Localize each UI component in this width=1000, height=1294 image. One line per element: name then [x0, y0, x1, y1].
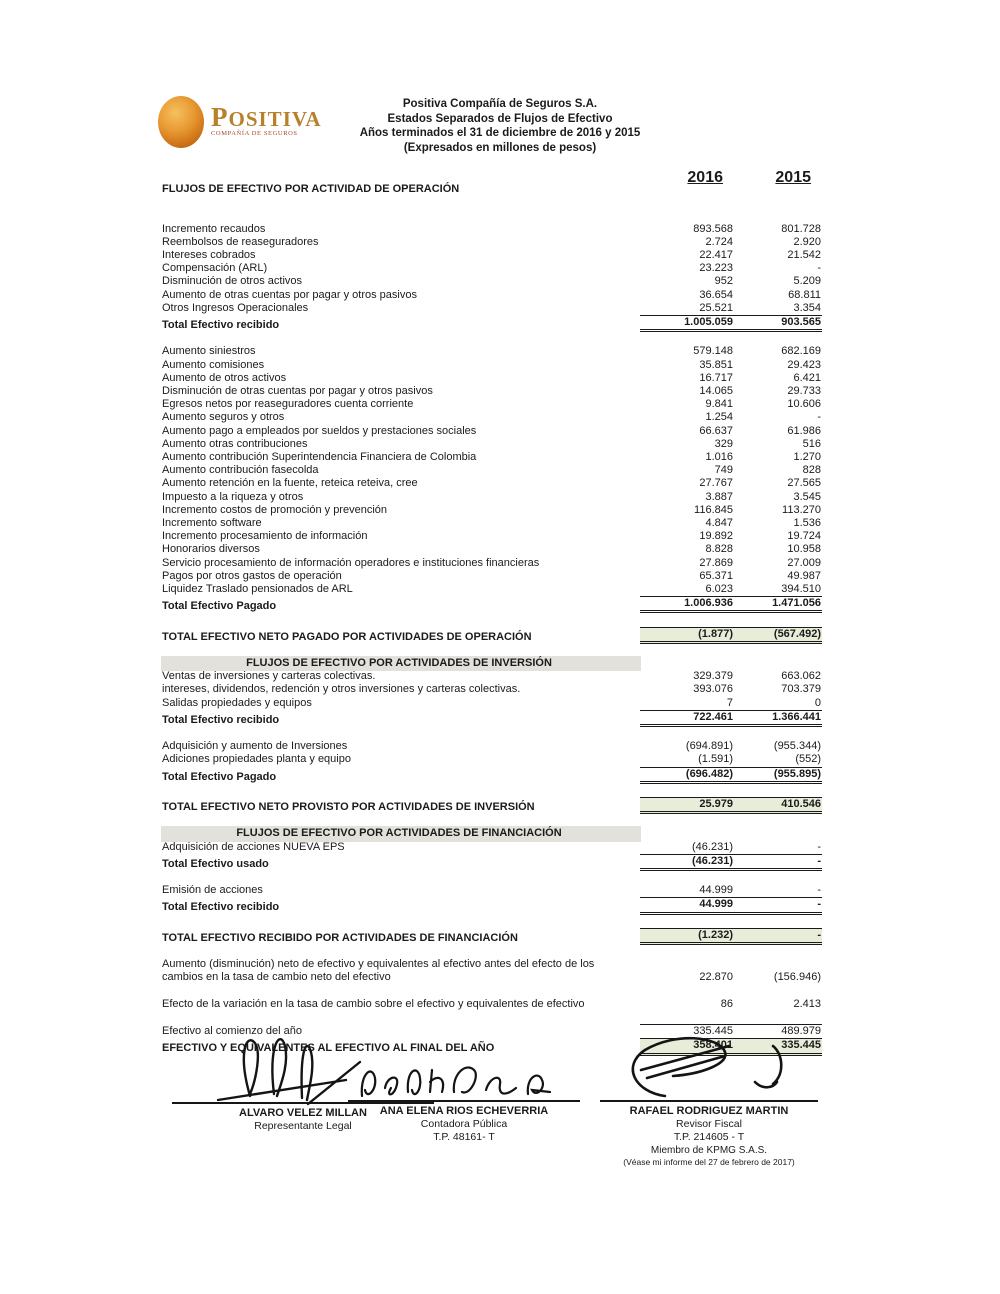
section-header-row — [162, 827, 822, 840]
value-2015: 10.958 — [787, 543, 821, 556]
value-2015: 394.510 — [781, 583, 821, 596]
value-2016: 35.851 — [699, 358, 733, 371]
table-row — [162, 223, 822, 236]
row-label: Adquisición de acciones NUEVA EPS — [162, 840, 345, 853]
value-2015: - — [735, 928, 822, 945]
value-2015: 2.920 — [793, 235, 821, 248]
section-header-row — [162, 183, 822, 196]
row-spacer — [162, 871, 822, 884]
row-spacer — [162, 945, 822, 958]
value-2016: 22.870 — [699, 971, 733, 984]
value-2015: 682.169 — [781, 345, 821, 358]
value-2015: - — [817, 262, 821, 275]
value-2016: 1.006.936 — [640, 596, 735, 613]
value-2015: (567.492) — [735, 627, 822, 644]
value-2015: 410.546 — [735, 797, 822, 814]
row-spacer — [162, 196, 822, 209]
value-2016: 22.417 — [699, 248, 733, 261]
table-row — [162, 425, 822, 438]
value-2016: (1.877) — [640, 627, 735, 644]
value-2016: 335.445 — [640, 1024, 735, 1038]
row-label: Aumento de otros activos — [162, 371, 287, 384]
row-label: Servicio procesamiento de información operadores e instituciones financieras — [162, 556, 540, 569]
row-label: Aumento otras contribuciones — [162, 437, 308, 450]
value-2015: 21.542 — [787, 248, 821, 261]
value-2016: 579.148 — [693, 345, 733, 358]
row-spacer — [162, 915, 822, 928]
row-label: Total Efectivo Pagado — [162, 600, 277, 613]
value-2016: 8.828 — [705, 543, 733, 556]
row-label: TOTAL EFECTIVO NETO PAGADO POR ACTIVIDADES DE OPERACIÓN — [162, 630, 532, 643]
value-2016: 116.845 — [694, 503, 733, 516]
row-label: Liquidez Traslado pensionados de ARL — [162, 583, 353, 596]
row-label: Salidas propiedades y equipos — [162, 696, 312, 709]
value-2016: 14.065 — [699, 385, 733, 397]
value-2015: 1.471.056 — [735, 596, 822, 613]
signer-name: ANA ELENA RIOS ECHEVERRIA — [379, 1105, 549, 1117]
table-row — [162, 958, 822, 984]
signer-firm: Miembro de KPMG S.A.S. — [650, 1145, 768, 1156]
value-2016: 1.254 — [705, 411, 733, 424]
value-2015: 10.606 — [787, 398, 821, 411]
row-label: Incremento software — [162, 517, 262, 530]
value-2016: 329.379 — [693, 670, 733, 683]
value-2016: 393.076 — [693, 683, 733, 696]
row-label: Aumento contribución fasecolda — [162, 464, 319, 477]
row-label: Aumento de otras cuentas por pagar y otros pasivos — [162, 288, 417, 301]
row-label: Aumento comisiones — [162, 358, 265, 371]
value-2015: 49.987 — [787, 569, 821, 582]
value-2016: 16.717 — [699, 371, 733, 384]
table-row — [162, 464, 822, 477]
statement-units: (Expresados en millones de pesos) — [403, 141, 597, 154]
table-row — [162, 398, 822, 411]
value-2016: 25.521 — [699, 301, 733, 314]
value-2015: (552) — [795, 753, 821, 766]
row-label: Aumento retención en la fuente, reteica reteiva, cree — [162, 477, 418, 490]
value-2015: 5.209 — [793, 275, 821, 288]
row-label: Aumento contribución Superintendencia Financiera de Colombia — [162, 451, 477, 464]
value-2015: 3.354 — [793, 301, 821, 314]
row-label: Egresos netos por reaseguradores cuenta corriente — [162, 398, 414, 411]
value-2016: 19.892 — [699, 530, 733, 543]
section-header-row — [162, 657, 822, 670]
table-row — [162, 530, 822, 543]
table-row — [162, 557, 822, 570]
row-label: Adiciones propiedades planta y equipo — [162, 753, 351, 766]
signature-block-accountant — [348, 1056, 580, 1143]
row-spacer — [162, 613, 822, 626]
table-row — [162, 477, 822, 490]
value-2015: 516 — [802, 437, 821, 450]
signer-role: Contadora Pública — [420, 1118, 508, 1130]
row-label: Total Efectivo usado — [162, 857, 269, 870]
value-2016: 27.869 — [699, 556, 733, 569]
signer-name: ALVARO VELEZ MILLAN — [239, 1107, 367, 1119]
table-row — [162, 767, 822, 784]
statement-body — [162, 183, 822, 1056]
table-row — [162, 998, 822, 1011]
table-row — [162, 928, 822, 945]
table-row — [162, 315, 822, 332]
row-label: Total Efectivo recibido — [162, 713, 280, 726]
table-row — [162, 385, 822, 398]
value-2016: 4.847 — [705, 517, 733, 530]
table-row — [162, 670, 822, 683]
value-2015: (955.344) — [773, 740, 821, 753]
company-logo — [158, 96, 322, 148]
table-row — [162, 438, 822, 451]
row-label: Efectivo al comienzo del año — [162, 1025, 303, 1038]
row-label: FLUJOS DE EFECTIVO POR ACTIVIDADES DE FINANCIACIÓN — [162, 827, 640, 840]
row-label: Aumento seguros y otros — [162, 411, 285, 424]
value-2015: 29.423 — [787, 358, 821, 371]
table-row — [162, 583, 822, 596]
row-label: Incremento recaudos — [162, 222, 266, 235]
value-2016: 44.999 — [640, 897, 735, 914]
value-2016: 27.767 — [699, 477, 733, 490]
value-2015: 903.565 — [735, 315, 822, 332]
value-2016: 66.637 — [699, 424, 733, 437]
table-row — [162, 683, 822, 696]
year-2015-label: 2015 — [775, 169, 811, 186]
value-2016: 952 — [714, 275, 733, 288]
table-row — [162, 710, 822, 727]
value-2016: (46.231) — [640, 854, 735, 871]
value-2015: 0 — [814, 696, 821, 709]
row-spacer — [162, 985, 822, 998]
value-2015: - — [817, 411, 821, 424]
table-row — [162, 797, 822, 814]
row-label: Total Efectivo recibido — [162, 319, 280, 331]
row-label: Honorarios diversos — [162, 543, 260, 556]
row-label: intereses, dividendos, redención y otros inversiones y carteras colectivas. — [162, 683, 521, 696]
table-row — [162, 345, 822, 358]
signer-license: T.P. 214605 - T — [673, 1131, 745, 1143]
table-row — [162, 359, 822, 372]
value-2016: (46.231) — [692, 840, 733, 853]
table-row — [162, 372, 822, 385]
row-label: EFECTIVO Y EQUIVALENTES AL EFECTIVO AL FINAL DEL AÑO — [162, 1042, 495, 1055]
row-spacer — [162, 332, 822, 345]
table-row — [162, 411, 822, 424]
value-2016: 2.724 — [705, 235, 733, 248]
row-label: Emisión de acciones — [162, 884, 263, 897]
value-2016: 1.005.059 — [640, 315, 735, 332]
value-2015: 1.366.441 — [735, 710, 822, 727]
signer-license: T.P. 48161- T — [433, 1131, 495, 1143]
table-row — [162, 262, 822, 275]
value-2016: 722.461 — [640, 710, 735, 727]
statement-period: Años terminados el 31 de diciembre de 2016 y 2015 — [359, 127, 641, 140]
value-2016: (1.232) — [640, 928, 735, 945]
row-spacer — [162, 209, 822, 222]
signer-name: RAFAEL RODRIGUEZ MARTIN — [629, 1105, 789, 1117]
table-row — [162, 543, 822, 556]
value-2016: 358.401 — [640, 1038, 735, 1055]
row-label: Adquisición y aumento de Inversiones — [162, 740, 348, 753]
value-2015: 61.986 — [787, 424, 821, 437]
row-label: Aumento pago a empleados por sueldos y prestaciones sociales — [162, 424, 477, 437]
row-label: Aumento (disminución) neto de efectivo y equivalentes al efectivo antes del efecto de los cambios en la tasa de cambio neto del efectivo — [162, 958, 595, 984]
value-2015: 2.413 — [793, 997, 821, 1010]
value-2016: 893.568 — [693, 222, 733, 235]
table-row — [162, 504, 822, 517]
row-spacer — [162, 644, 822, 657]
signer-role: Revisor Fiscal — [676, 1118, 742, 1130]
table-row — [162, 451, 822, 464]
value-2016: (1.591) — [698, 753, 733, 766]
table-row — [162, 302, 822, 315]
value-2016: 329 — [714, 437, 733, 450]
row-label: Impuesto a la riqueza y otros — [162, 490, 304, 503]
handwritten-signature-icon — [607, 1030, 812, 1104]
value-2015: 3.545 — [793, 490, 821, 503]
value-2016: 7 — [726, 696, 733, 709]
value-2016: 36.654 — [699, 288, 733, 301]
value-2015: - — [735, 854, 822, 871]
table-row — [162, 289, 822, 302]
table-row — [162, 753, 822, 766]
value-2015: 663.062 — [781, 670, 821, 683]
value-2016: (696.482) — [640, 767, 735, 784]
value-2015: 801.728 — [781, 222, 821, 235]
value-2015: 27.565 — [787, 477, 821, 490]
value-2015: (955.895) — [735, 767, 822, 784]
value-2015: - — [817, 884, 821, 897]
row-label: Disminución de otras cuentas por pagar y otros pasivos — [162, 385, 433, 397]
row-spacer — [162, 784, 822, 797]
row-label: Total Efectivo recibido — [162, 901, 280, 914]
signature-block-fiscal-auditor — [600, 1030, 818, 1167]
logo-sphere-icon — [158, 96, 204, 148]
table-row — [162, 570, 822, 583]
auditor-report-note: (Véase mi informe del 27 de febrero de 2017) — [623, 1157, 795, 1167]
table-row — [162, 884, 822, 897]
value-2016: 3.887 — [705, 490, 733, 503]
table-row — [162, 697, 822, 710]
row-label: TOTAL EFECTIVO RECIBIDO POR ACTIVIDADES DE FINANCIACIÓN — [162, 931, 518, 944]
row-spacer — [162, 727, 822, 740]
table-row — [162, 236, 822, 249]
row-label: Reembolsos de reaseguradores — [162, 235, 319, 248]
logo-tagline: COMPAÑÍA DE SEGUROS — [211, 130, 298, 137]
value-2016: 1.016 — [705, 451, 733, 464]
statement-title: Estados Separados de Flujos de Efectivo — [387, 112, 613, 125]
row-label: Efecto de la variación en la tasa de cambio sobre el efectivo y equivalentes de efectivo — [162, 997, 585, 1010]
row-label: FLUJOS DE EFECTIVO POR ACTIVIDAD DE OPERACIÓN — [162, 183, 460, 195]
value-2015: 703.379 — [781, 683, 821, 696]
table-row — [162, 275, 822, 288]
table-row — [162, 740, 822, 753]
value-2015: 335.445 — [735, 1038, 822, 1055]
value-2015: - — [817, 840, 821, 853]
row-label: Compensación (ARL) — [162, 262, 268, 275]
value-2015: - — [735, 897, 822, 914]
table-row — [162, 841, 822, 854]
value-2016: 9.841 — [705, 398, 733, 411]
value-2015: 68.811 — [788, 288, 821, 301]
row-label: Incremento procesamiento de información — [162, 530, 368, 543]
row-label: TOTAL EFECTIVO NETO PROVISTO POR ACTIVIDADES DE INVERSIÓN — [162, 801, 535, 814]
value-2015: 19.724 — [787, 530, 821, 543]
row-label: Ventas de inversiones y carteras colectivas. — [162, 670, 376, 683]
value-2015: 1.270 — [793, 451, 821, 464]
document-header — [320, 97, 680, 155]
value-2016: 65.371 — [699, 569, 733, 582]
table-row — [162, 627, 822, 644]
signature-line — [348, 1100, 580, 1102]
row-label: Otros Ingresos Operacionales — [162, 301, 309, 314]
value-2016: 6.023 — [705, 583, 733, 596]
company-name: Positiva Compañía de Seguros S.A. — [402, 98, 598, 110]
table-row — [162, 596, 822, 613]
table-row — [162, 897, 822, 914]
value-2016: 86 — [720, 997, 733, 1010]
row-label: Total Efectivo Pagado — [162, 770, 277, 783]
value-2016: 23.223 — [699, 262, 733, 275]
row-label: FLUJOS DE EFECTIVO POR ACTIVIDADES DE INVERSIÓN — [162, 657, 640, 670]
table-row — [162, 854, 822, 871]
value-2015: 113.270 — [782, 503, 821, 516]
signer-role: Representante Legal — [254, 1120, 352, 1132]
table-row — [162, 517, 822, 530]
value-2016: 749 — [714, 464, 733, 477]
value-2015: 1.536 — [793, 517, 821, 530]
row-label: Disminución de otros activos — [162, 275, 303, 288]
row-label: Intereses cobrados — [162, 248, 256, 261]
row-label: Aumento siniestros — [162, 345, 256, 358]
table-row — [162, 491, 822, 504]
logo-brand-text: POSITIVA — [211, 102, 322, 132]
value-2015: 6.421 — [793, 371, 821, 384]
value-2015: 29.733 — [787, 385, 821, 397]
value-2015: (156.946) — [773, 971, 821, 984]
handwritten-signature-icon — [354, 1056, 574, 1104]
value-2016: (694.891) — [685, 740, 733, 753]
value-2016: 25.979 — [640, 797, 735, 814]
signature-line — [600, 1100, 818, 1102]
table-row — [162, 249, 822, 262]
row-spacer — [162, 814, 822, 827]
value-2015: 489.979 — [735, 1024, 822, 1038]
year-2016-label: 2016 — [687, 169, 723, 186]
value-2015: 27.009 — [787, 556, 821, 569]
row-label: Incremento costos de promoción y prevención — [162, 503, 388, 516]
row-label: Pagos por otros gastos de operación — [162, 569, 342, 582]
value-2015: 828 — [802, 464, 821, 477]
value-2016: 44.999 — [699, 884, 733, 897]
